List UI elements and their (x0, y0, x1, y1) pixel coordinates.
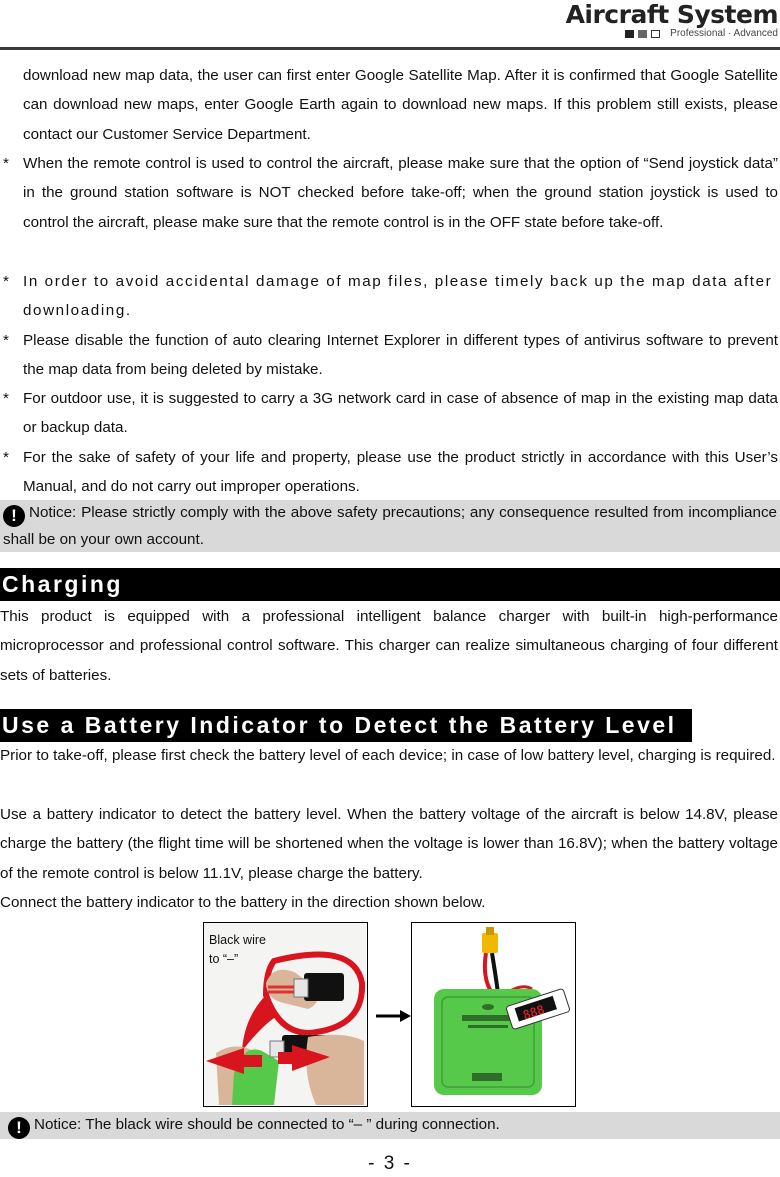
battery-paragraph-2: Use a battery indicator to detect the battery level. When the battery voltage of the aircraft is below 14.8V, please charge the battery (the flight time will be shortened when the voltage is lower than 16.8V); when the battery voltage of the remote control is below 11.1V, please charge the battery. (0, 806, 778, 882)
section-heading-charging: Charging (0, 568, 780, 601)
safety-notice (0, 500, 780, 552)
square-icon (625, 30, 634, 38)
right-arrow-icon (374, 1008, 412, 1024)
exclamation-icon: ! (3, 505, 25, 527)
bullet-text: Please disable the function of auto clearing Internet Explorer in different types of antivirus software to prevent the map data from being deleted by mistake. (23, 332, 778, 379)
battery-paragraph-3: Connect the battery indicator to the battery in the direction shown below. (0, 894, 486, 911)
notice-text: Notice: Please strictly comply with the above safety precautions; any consequence resulted from incompliance shall be on your own account. (3, 504, 777, 548)
battery-illustration (412, 923, 574, 1105)
charging-paragraph: This product is equipped with a professional intelligent balance charger with built-in high-performance microprocessor and professional control software. This charger can realize simultaneous charging of four different sets of batteries. (0, 608, 778, 684)
continued-paragraph: download new map data, the user can first enter Google Satellite Map. After it is confirmed that Google Satellite can download new maps, enter Google Earth again to download new maps. If this problem still exists, please contact our Customer Service Department. (23, 67, 778, 143)
square-outline-icon (651, 30, 660, 38)
indicator-display-reading: 888 (521, 1002, 547, 1023)
bullet-text: In order to avoid accidental damage of map files, please timely back up the map data after downloading. (23, 273, 773, 320)
bullet-marker: * (3, 155, 9, 172)
exclamation-icon: ! (8, 1117, 30, 1139)
bullet-marker: * (3, 449, 9, 466)
bullet-marker: * (3, 273, 9, 290)
brand-title: Aircraft System (565, 0, 778, 29)
header-divider (0, 47, 780, 50)
battery-photo (411, 922, 576, 1107)
section-heading-battery-indicator: Use a Battery Indicator to Detect the Battery Level (0, 709, 692, 742)
connector-photo (203, 922, 368, 1107)
bullet-text: For outdoor use, it is suggested to carry a 3G network card in case of absence of map in the existing map data or backup data. (23, 390, 778, 437)
bullet-marker: * (3, 332, 9, 349)
wire-notice (0, 1112, 780, 1139)
notice-text: Notice: The black wire should be connected to “– ” during connection. (34, 1116, 500, 1133)
bullet-text: For the sake of safety of your life and property, please use the product strictly in accordance with this User’s Manual, and do not carry out improper operations. (23, 449, 778, 496)
wire-label: Black wire to “–” (209, 933, 266, 966)
bullet-text: When the remote control is used to control the aircraft, please make sure that the option of “Send joystick data” in the ground station software is NOT checked before take-off; when the ground station joystick is used to control the aircraft, please make sure that the remote control is in the OFF state before take-off. (23, 155, 778, 231)
square-icon (638, 30, 647, 38)
bullet-marker: * (3, 390, 9, 407)
brand-tagline: Professional · Advanced (670, 28, 778, 39)
page-number: - 3 - (368, 1153, 412, 1174)
brand-subline (625, 28, 778, 39)
battery-paragraph-1: Prior to take-off, please first check the battery level of each device; in case of low battery level, charging is required. (0, 747, 776, 764)
page-header (0, 0, 780, 48)
